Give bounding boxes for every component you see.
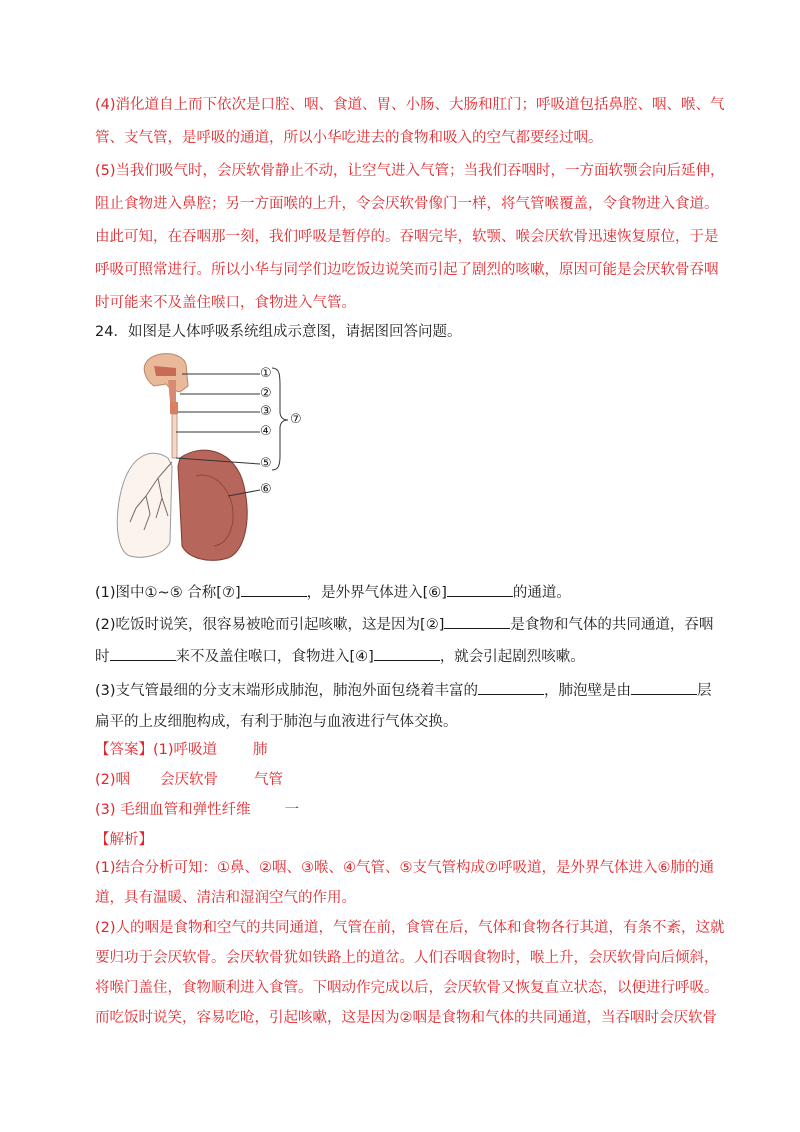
pharynx-shape: [168, 380, 176, 402]
answer-line-3: [95, 800, 299, 820]
question-part-1: [95, 582, 571, 603]
figure-label-6: ⑥: [260, 482, 272, 497]
q2-blank-3[interactable]: [374, 646, 440, 661]
analysis-line-3: (2)人的咽是食物和空气的共同通道，气管在前，食管在后，气体和食物各行其道，有条不紊，这就: [95, 920, 725, 936]
explanation-5-line-4: 呼吸可照常进行。所以小华与同学们边吃饭边说笑而引起了剧烈的咳嗽，原因可能是会厌软骨吞咽: [95, 262, 719, 278]
explanation-4-line-1: (4)消化道自上而下依次是口腔、咽、食道、胃、小肠、大肠和肛门；呼吸道包括鼻腔、咽、喉、气: [95, 97, 725, 113]
explanation-4-line-2: 管、支气管，是呼吸的通道，所以小华吃进去的食物和吸入的空气都要经过咽。: [95, 130, 603, 146]
answer-2-2: 气管: [254, 772, 284, 788]
q3-text-a: (3)支气管最细的分支末端形成肺泡，肺泡外面包绕着丰富的: [95, 683, 479, 699]
question-title: 24．如图是人体呼吸系统组成示意图，请据图回答问题。: [95, 324, 462, 340]
figure-label-1: ①: [260, 366, 272, 381]
analysis-line-6: 而吃饭时说笑，容易吃呛，引起咳嗽，这是因为②咽是食物和气体的共同通道，当吞咽时会厌软骨: [95, 1010, 717, 1026]
explanation-5-line-5: 时可能来不及盖住喉口，食物进入气管。: [95, 295, 356, 311]
figure-label-7: ⑦: [290, 412, 302, 427]
q1-text-a: (1)图中①~⑤ 合称[⑦]: [95, 585, 241, 601]
q1-blank-2[interactable]: [447, 582, 513, 597]
q3-blank-1[interactable]: [478, 680, 544, 695]
q3-text-b: ，肺泡壁是由: [544, 683, 632, 699]
q1-blank-1[interactable]: [241, 582, 307, 597]
q2-blank-1[interactable]: [444, 614, 510, 629]
explanation-5-line-1: (5)当我们吸气时，会厌软骨静止不动，让空气进入气管；当我们吞咽时，一方面软颚会向后延伸，: [95, 163, 725, 179]
q2-text-e: ，就会引起剧烈咳嗽。: [439, 649, 585, 665]
figure-label-3: ③: [260, 404, 272, 419]
answer-label: 【答案】: [95, 742, 153, 758]
analysis-line-1: (1)结合分析可知：①鼻、②咽、③喉、④气管、⑤支气管构成⑦呼吸道，是外界气体进入⑥肺的通: [95, 860, 715, 876]
q3-text-c: 层: [697, 683, 712, 699]
figure-label-5: ⑤: [260, 456, 272, 471]
question-part-3-line-1: [95, 680, 712, 701]
analysis-line-4: 要归功于会厌软骨。会厌软骨犹如铁路上的道岔。人们吞咽食物时，喉上升，会厌软骨向后倾斜，: [95, 950, 719, 966]
left-lung-shape: [117, 453, 172, 557]
question-part-2-line-2: [95, 646, 585, 667]
answer-3: (3) 毛细血管和弹性纤维: [95, 802, 251, 818]
figure-label-4: ④: [260, 424, 272, 439]
q1-text-b: ，是外界气体进入[⑥]: [306, 585, 447, 601]
answer-2-1: 会厌软骨: [160, 772, 219, 788]
answer-1-2: 肺: [253, 742, 268, 758]
question-part-3-line-2: 扁平的上皮细胞构成，有利于肺泡与血液进行气体交换。: [95, 714, 458, 730]
q2-text-b: 是食物和气体的共同通道，吞咽: [510, 617, 714, 633]
q1-text-c: 的通道。: [512, 585, 571, 601]
explanation-5-line-3: 由此可知，在吞咽那一刻，我们呼吸是暂停的。吞咽完毕，软颚、喉会厌软骨迅速恢复原位，于是: [95, 229, 719, 245]
larynx-shape: [170, 402, 178, 414]
analysis-line-2: 道，具有温暖、清洁和湿润空气的作用。: [95, 890, 356, 906]
trachea-shape: [172, 414, 177, 458]
respiratory-system-diagram: [110, 346, 310, 566]
answer-1: (1)呼吸道: [153, 742, 218, 758]
explanation-5-line-2: 阻止食物进入鼻腔；另一方面喉的上升，令会厌软骨像门一样，将气管喉覆盖，令食物进入食道。: [95, 196, 719, 212]
question-part-2-line-1: [95, 614, 713, 635]
q2-blank-2[interactable]: [110, 646, 176, 661]
respiratory-diagram-svg: [110, 346, 310, 566]
right-lung-shape: [178, 450, 247, 560]
figure-label-2: ②: [260, 386, 272, 401]
answer-2: (2)咽: [95, 772, 131, 788]
analysis-line-5: 将喉门盖住，食物顺利进入食管。下咽动作完成以后，会厌软骨又恢复直立状态，以便进行呼吸。: [95, 980, 719, 996]
q2-text-c: 时: [95, 649, 110, 665]
q3-blank-2[interactable]: [631, 680, 697, 695]
q2-text-a: (2)吃饭时说笑，很容易被呛而引起咳嗽，这是因为[②]: [95, 617, 445, 633]
bracket-shape: [272, 368, 288, 470]
answer-line-2: [95, 770, 283, 790]
answer-line-1: [95, 740, 268, 760]
analysis-label: 【解析】: [95, 832, 153, 848]
answer-3-1: 一: [284, 802, 300, 818]
q2-text-d: 来不及盖住喉口，食物进入[④]: [175, 649, 374, 665]
